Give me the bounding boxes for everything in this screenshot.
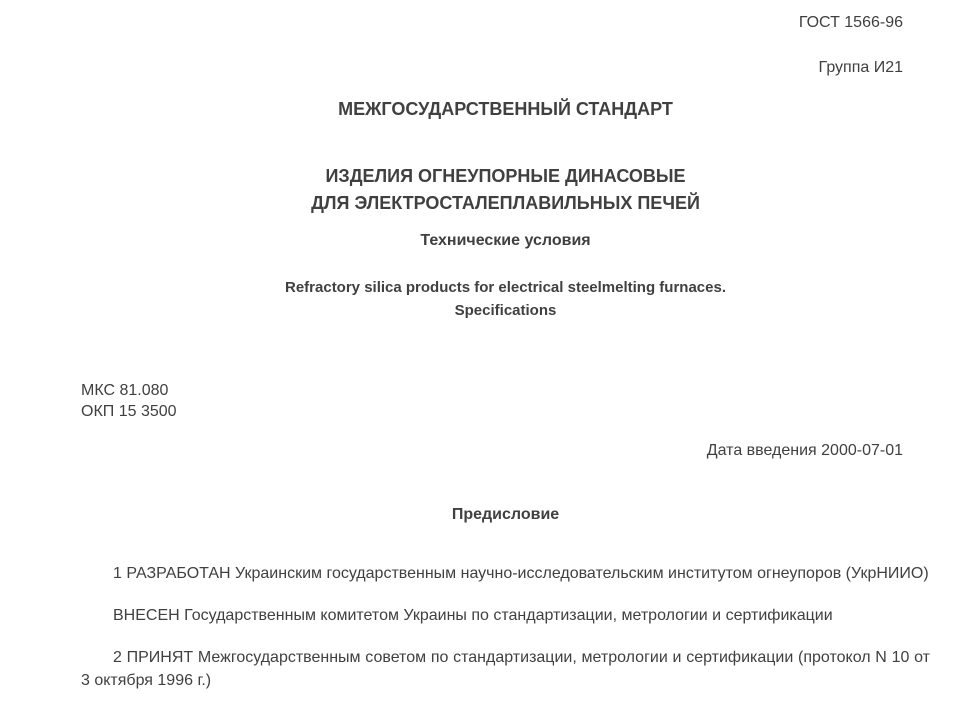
foreword-paragraph-3: 2 ПРИНЯТ Межгосударственным советом по стандартизации, метрологии и сертификации (протокол N 10 от 3 октября 1996 г.): [81, 649, 930, 689]
mks-code: МКС 81.080: [81, 382, 169, 399]
foreword-heading: Предисловие: [451, 506, 560, 523]
foreword-paragraph-1: 1 РАЗРАБОТАН Украинским государственным научно-исследовательским институтом огнеупоров (УкрНИИО): [113, 565, 929, 582]
doc-title-ru-line1: ИЗДЕЛИЯ ОГНЕУПОРНЫЕ ДИНАСОВЫЕ: [325, 166, 686, 186]
doc-title-ru-line2: ДЛЯ ЭЛЕКТРОСТАЛЕПЛАВИЛЬНЫХ ПЕЧЕЙ: [311, 193, 700, 213]
doc-group: Группа И21: [818, 59, 903, 76]
okp-code: ОКП 15 3500: [81, 403, 177, 420]
doc-title-en-line2: Specifications: [454, 302, 557, 319]
classification-codes: [81, 380, 930, 422]
standard-type-heading: МЕЖГОСУДАРСТВЕННЫЙ СТАНДАРТ: [338, 99, 673, 119]
doc-title-en: [81, 276, 930, 322]
doc-subtitle-ru: Технические условия: [420, 232, 591, 249]
doc-code: ГОСТ 1566-96: [798, 14, 903, 31]
effective-date: Дата введения 2000-07-01: [706, 442, 903, 459]
doc-title-en-line1: Refractory silica products for electrical steelmelting furnaces.: [285, 279, 726, 296]
foreword-paragraph-2: ВНЕСЕН Государственным комитетом Украины по стандартизации, метрологии и сертификации: [113, 607, 833, 624]
doc-title-ru: [81, 163, 930, 217]
